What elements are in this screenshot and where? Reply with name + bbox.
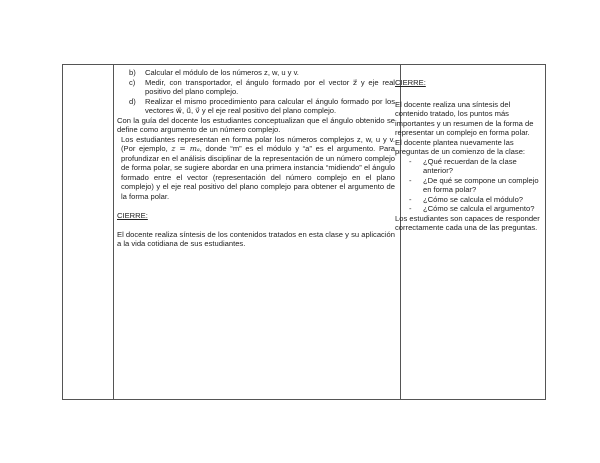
step-item: c) Medir, con transportador, el ángulo formado por el vector z⃗ y eje real positivo del plano complejo.	[129, 77, 395, 96]
closing-column	[391, 65, 545, 399]
paragraph-cierre: El docente realiza síntesis de los contenidos tratados en esta clase y su aplicación a la vida cotidiana de sus estudiantes.	[117, 229, 395, 248]
activities-column	[113, 65, 401, 399]
question-item: - ¿De qué se compone un complejo en forma polar?	[409, 175, 539, 194]
paragraph-polar-form: Los estudiantes representan en forma polar los números complejos z, w, u y v. (Por ejemplo, z = mₐ, donde “m” es el módulo y “a” es el argumento. Para profundizar en el análisis disciplinar de la representación de un número complejo de forma polar, se sugiere abordar en una primera instancia “midiendo” el ángulo formado entre el vector (representación del número complejo en el plano complejo) y el eje real positivo del plano complejo para obtener el argumento de la forma polar.	[121, 134, 395, 201]
polar-formula: z = mₐ	[171, 144, 200, 153]
paragraph-questions-intro: El docente plantea nuevamente las preguntas de un comienzo de la clase:	[395, 137, 526, 156]
paragraph-outcome: Los estudiantes son capaces de responder correctamente cada una de las preguntas.	[395, 213, 540, 232]
section-heading-cierre: CIERRE:	[395, 78, 426, 87]
question-item: - ¿Qué recuerdan de la clase anterior?	[409, 156, 517, 175]
lesson-table	[62, 64, 546, 400]
step-list	[117, 68, 395, 116]
step-item: b) Calcular el módulo de los números z, w, u y v.	[129, 68, 299, 77]
empty-column	[63, 65, 114, 399]
question-item: - ¿Cómo se calcula el argumento?	[409, 204, 535, 213]
section-heading-cierre: CIERRE:	[117, 211, 148, 220]
step-item: d) Realizar el mismo procedimiento para calcular el ángulo formado por los vectores w⃗, u⃗, v⃗ y el eje real positivo del plano complejo.	[129, 96, 395, 115]
paragraph-conceptualize: Con la guía del docente los estudiantes conceptualizan que el ángulo obtenido se define como argumento de un número complejo.	[117, 115, 395, 134]
question-list	[395, 157, 540, 214]
question-item: - ¿Cómo se calcula el módulo?	[409, 194, 524, 204]
paragraph-synthesis: El docente realiza una síntesis del contenido tratado, los puntos más importantes y un resumen de la forma de representar un complejo en forma polar.	[395, 99, 534, 137]
